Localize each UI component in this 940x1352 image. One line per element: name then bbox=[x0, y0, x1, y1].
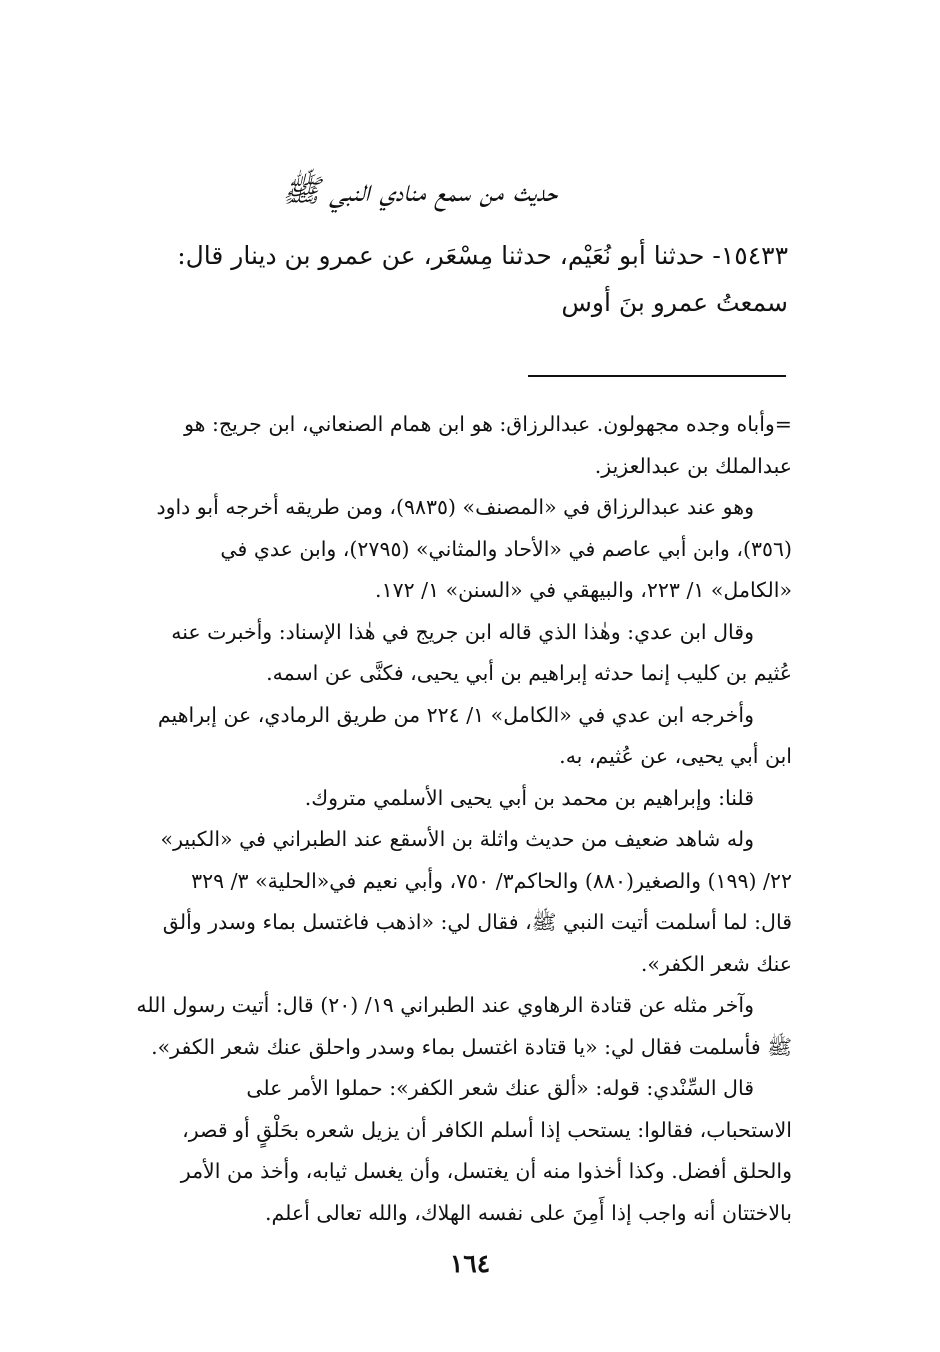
footnote-line: قال السِّنْدي: قوله: «ألق عنك شعر الكفر»: حملوا الأمر على bbox=[246, 1076, 754, 1100]
footnote-line: ابن أبي يحيى، عن عُثيم، به. bbox=[559, 744, 792, 768]
footnote-line: قلنا: وإبراهيم بن محمد بن أبي يحيى الأسلمي متروك. bbox=[304, 785, 754, 810]
footnote-line: عبدالملك بن عبدالعزيز. bbox=[594, 453, 792, 478]
footnote-line: وقال ابن عدي: وهٰذا الذي قاله ابن جريج في هٰذا الإسناد: وأخبرت عنه bbox=[171, 619, 754, 644]
chapter-heading: حديث من سمع منادي النبي ﷺ bbox=[282, 173, 558, 209]
footnote-line: عُثيم بن كليب إنما حدثه إبراهيم بن أبي يحيى، فكنَّى عن اسمه. bbox=[266, 661, 792, 685]
footnote-line: بالاختتان أنه واجب إذا أَمِنَ على نفسه الهلاك، والله تعالى أعلم. bbox=[264, 1200, 792, 1225]
hadith-text bbox=[148, 232, 788, 326]
footnote-line: وله شاهد ضعيف من حديث واثلة بن الأسقع عند الطبراني في «الكبير» bbox=[160, 827, 754, 851]
footnote-line: =وأباه وجده مجهولون. عبدالرزاق: هو ابن همام الصنعاني، ابن جريج: هو bbox=[184, 412, 792, 436]
footnote-line: الاستحباب، فقالوا: يستحب إذا أسلم الكافر أن يزيل شعره بحَلْقٍ أو قصر، bbox=[182, 1117, 792, 1142]
footnote-line: ٢٢/ (١٩٩) والصغير(٨٨٠) والحاكم٣/ ٧٥٠، وأبي نعيم في«الحلية» ٣/ ٣٢٩ bbox=[191, 868, 792, 893]
footnote-line: (٣٥٦)، وابن أبي عاصم في «الأحاد والمثاني» (٢٧٩٥)، وابن عدي في bbox=[220, 536, 792, 561]
hadith-line: سمعتُ عمرو بنَ أوس bbox=[561, 288, 788, 317]
footnote-line: والحلق أفضل. وكذا أخذوا منه أن يغتسل، وأن يغسل ثيابه، وأخذ من الأمر bbox=[180, 1159, 792, 1183]
footnote-line: قال: لما أسلمت أتيت النبي ﷺ، فقال لي: «اذهب فاغتسل بماء وسدر وألق bbox=[162, 910, 792, 934]
hadith-line: ١٥٤٣٣- حدثنا أبو نُعَيْم، حدثنا مِسْعَر، عن عمرو بن دينار قال: bbox=[177, 241, 788, 270]
footnote-line: وهو عند عبدالرزاق في «المصنف» (٩٨٣٥)، ومن طريقه أخرجه أبو داود bbox=[156, 495, 754, 519]
footnote-line: وآخر مثله عن قتادة الرهاوي عند الطبراني ١٩/ (٢٠) قال: أتيت رسول الله bbox=[136, 993, 754, 1017]
footnote-divider bbox=[528, 375, 786, 377]
footnotes bbox=[82, 404, 792, 1234]
footnote-line: ﷺ فأسلمت فقال لي: «يا قتادة اغتسل بماء وسدر واحلق عنك شعر الكفر». bbox=[151, 1034, 792, 1059]
footnote-line: عنك شعر الكفر». bbox=[640, 951, 792, 976]
footnote-line: «الكامل» ١/ ٢٢٣، والبيهقي في «السنن» ١/ ١٧٢. bbox=[375, 578, 792, 602]
footnote-line: وأخرجه ابن عدي في «الكامل» ١/ ٢٢٤ من طريق الرمادي، عن إبراهيم bbox=[157, 702, 754, 727]
page-number: ١٦٤ bbox=[449, 1249, 491, 1278]
